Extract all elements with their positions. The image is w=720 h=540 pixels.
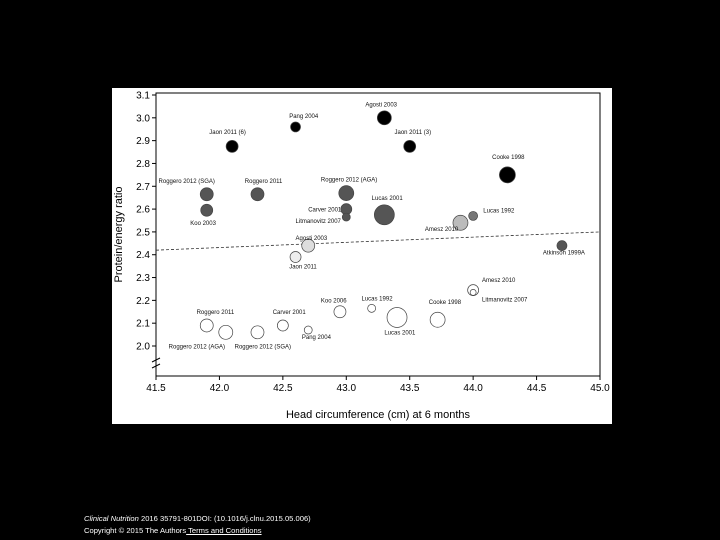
y-tick-label: 2.6 <box>136 204 150 216</box>
data-point <box>339 186 354 201</box>
data-point <box>200 319 213 332</box>
point-label: Roggero 2011 <box>196 310 235 317</box>
data-point <box>251 188 264 201</box>
x-tick-label: 42.0 <box>209 383 230 394</box>
point-label: Cooke 1998 <box>492 154 525 161</box>
data-point <box>277 320 288 331</box>
x-tick-label: 44.0 <box>463 383 483 394</box>
y-tick-label: 2.4 <box>136 250 150 262</box>
x-tick-label: 42.5 <box>273 383 293 394</box>
data-point <box>251 326 264 339</box>
y-tick-label: 2.8 <box>136 158 150 170</box>
x-axis-title: Head circumference (cm) at 6 months <box>285 409 471 421</box>
point-label: Koo 2006 <box>320 298 347 305</box>
point-label: Jaon 2011 (6) <box>209 129 246 136</box>
point-label: Atkinson 1999A <box>542 250 585 257</box>
terms-link[interactable]: Terms and Conditions <box>186 526 262 535</box>
copyright-line <box>84 526 262 536</box>
point-label: Koo 2003 <box>190 221 216 228</box>
point-label: Carver 2001 <box>308 207 342 214</box>
point-label: Amesz 2010 <box>424 226 459 233</box>
point-label: Litmanovitz 2007 <box>295 218 341 225</box>
point-label: Litmanovitz 2007 <box>482 297 528 304</box>
data-point <box>404 140 416 152</box>
point-label: Lucas 2001 <box>384 330 416 337</box>
point-label: Roggero 2012 (AGA) <box>320 177 378 184</box>
data-point <box>200 188 213 201</box>
copyright-text: Copyright © 2015 The Authors <box>84 526 187 535</box>
data-point <box>219 325 233 339</box>
chart-figure <box>112 88 612 424</box>
data-point <box>368 304 376 312</box>
y-tick-label: 3.0 <box>136 113 150 125</box>
point-label: Roggero 2012 (SGA) <box>158 178 215 185</box>
point-label: Agosti 2003 <box>295 235 328 242</box>
data-point <box>499 167 515 183</box>
x-tick-label: 41.5 <box>146 383 166 394</box>
point-label: Lucas 2001 <box>371 195 403 202</box>
point-label: Roggero 2012 (SGA) <box>234 344 292 351</box>
data-point <box>470 289 476 295</box>
data-point <box>430 312 445 327</box>
trend-line <box>156 232 600 250</box>
citation-line <box>84 514 311 524</box>
data-point <box>342 213 350 221</box>
point-label: Pang 2004 <box>289 113 319 120</box>
y-tick-label: 2.5 <box>136 227 150 239</box>
x-tick-label: 44.5 <box>526 383 547 394</box>
data-point <box>557 241 567 251</box>
x-tick-label: 45.0 <box>590 383 610 394</box>
data-point <box>377 111 391 125</box>
point-label: Jaon 2011 <box>289 264 317 271</box>
data-point <box>334 306 346 318</box>
point-label: Roggero 2011 <box>244 178 283 185</box>
y-tick-label: 3.1 <box>136 90 150 102</box>
data-point <box>304 326 312 334</box>
data-point <box>226 140 238 152</box>
point-label: Jaon 2011 (3) <box>394 129 432 136</box>
scatter-plot <box>112 88 612 424</box>
x-tick-label: 43.0 <box>336 383 357 394</box>
point-label: Amesz 2010 <box>482 278 516 285</box>
x-tick-label: 43.5 <box>399 383 420 394</box>
y-tick-label: 2.0 <box>136 341 150 353</box>
journal-name: Clinical Nutrition <box>84 514 139 523</box>
y-tick-label: 2.1 <box>136 318 150 330</box>
data-point <box>374 205 394 225</box>
point-label: Roggero 2012 (AGA) <box>168 344 226 351</box>
data-point <box>201 204 213 216</box>
point-label: Lucas 1992 <box>361 296 393 303</box>
y-tick-label: 2.7 <box>136 181 150 193</box>
point-label: Pang 2004 <box>301 335 331 342</box>
y-tick-label: 2.9 <box>136 136 150 148</box>
y-tick-label: 2.3 <box>136 273 150 285</box>
citation-text: 2016 35791-801DOI: (10.1016/j.clnu.2015.05.006) <box>138 514 311 523</box>
data-point <box>469 211 478 220</box>
data-point <box>387 307 407 327</box>
point-label: Cooke 1998 <box>428 299 462 306</box>
data-point <box>291 122 301 132</box>
point-label: Lucas 1992 <box>483 208 515 215</box>
y-axis-title: Protein/energy ratio <box>113 186 125 283</box>
y-tick-label: 2.2 <box>136 295 150 307</box>
data-point <box>290 252 301 263</box>
point-label: Carver 2001 <box>272 310 306 317</box>
point-label: Agosti 2003 <box>365 102 398 109</box>
